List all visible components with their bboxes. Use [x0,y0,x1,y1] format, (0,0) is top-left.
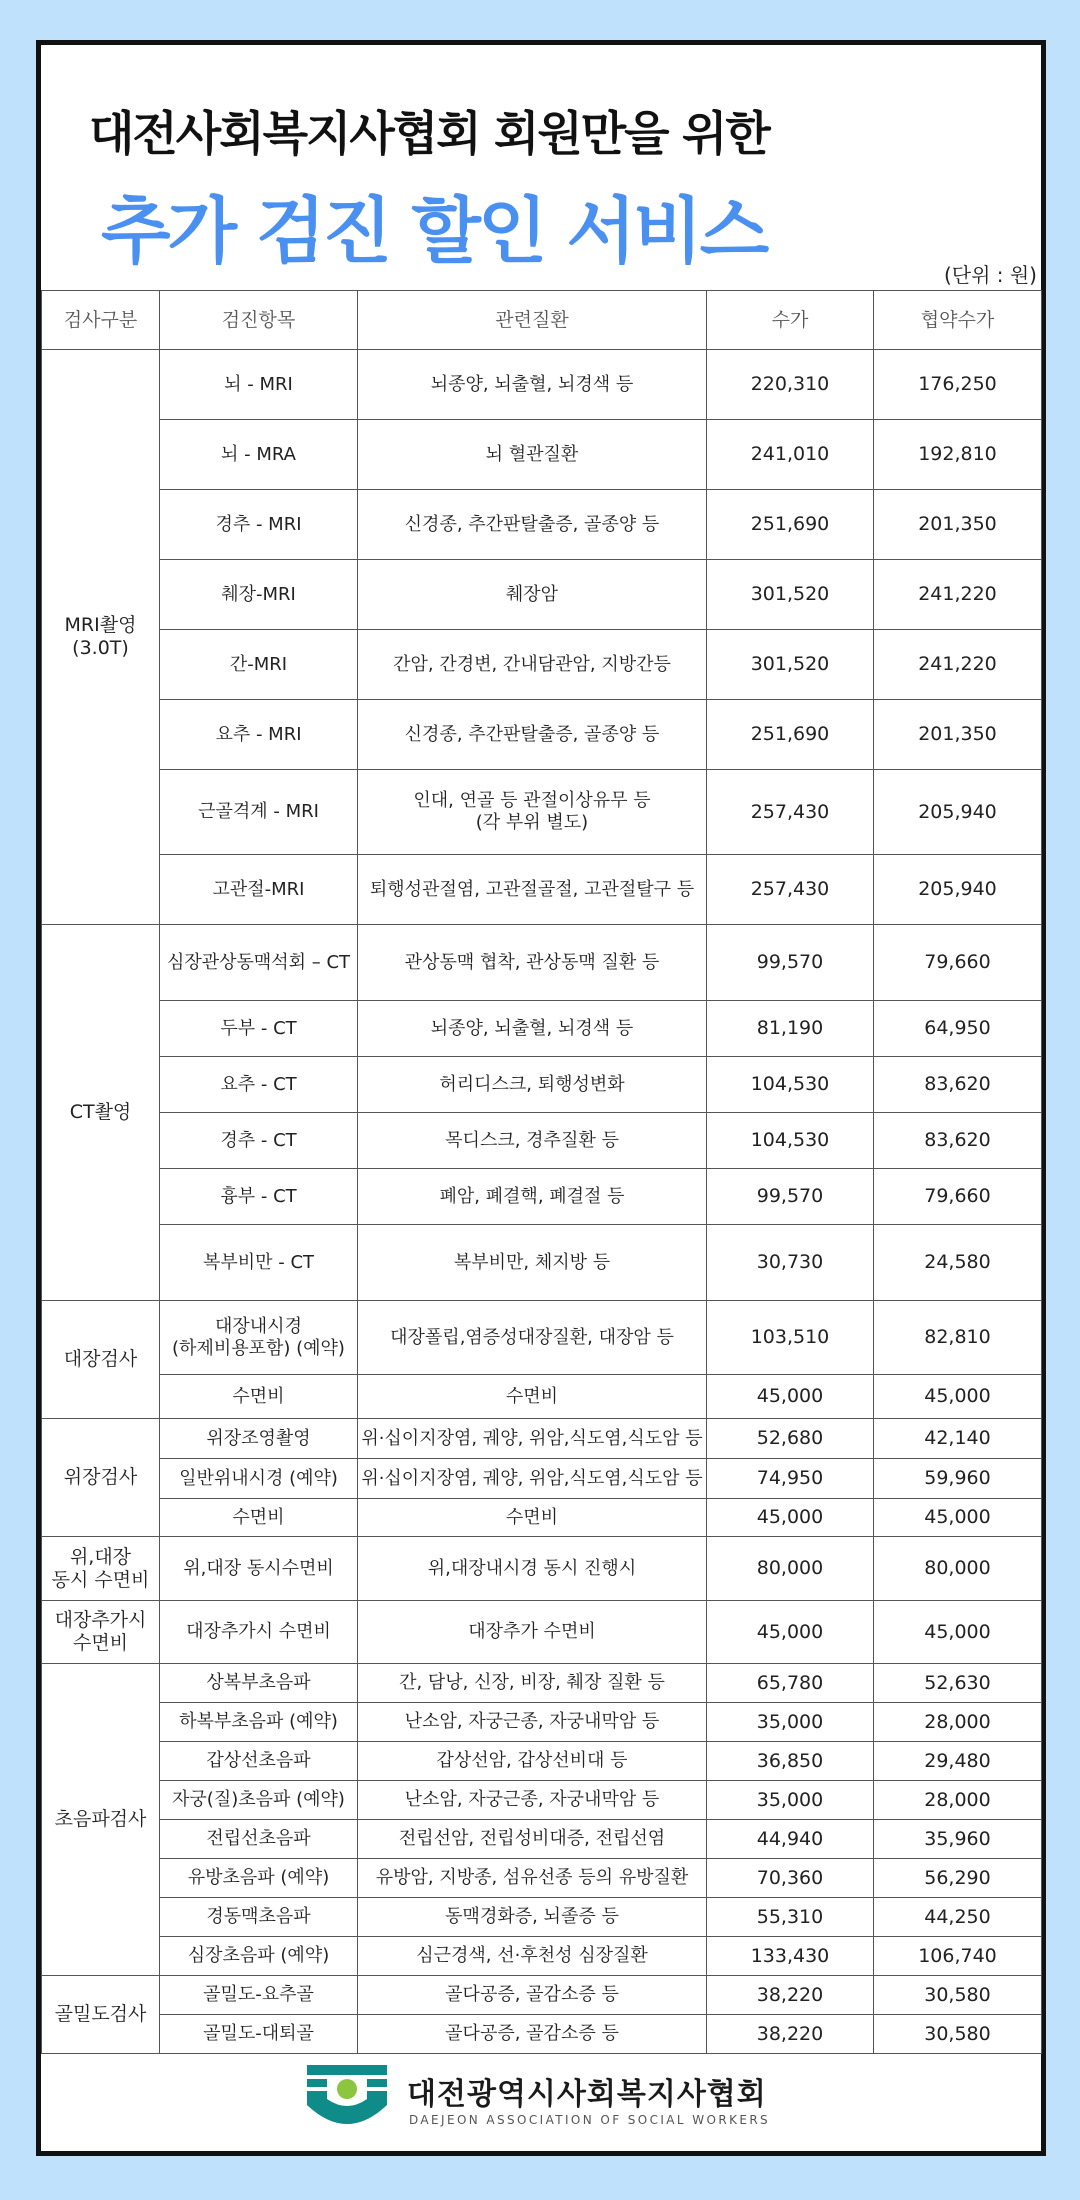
price-cell: 45,000 [707,1499,874,1537]
table-row [42,1601,1042,1664]
table-row [42,700,1042,770]
disease-cell: 뇌 혈관질환 [358,420,707,490]
table-row [42,1057,1042,1113]
disease-cell: 허리디스크, 퇴행성변화 [358,1057,707,1113]
price-cell: 55,310 [707,1898,874,1937]
price-cell: 251,690 [707,490,874,560]
item-cell: 위장조영촬영 [160,1419,358,1459]
disease-cell: 유방암, 지방종, 섬유선종 등의 유방질환 [358,1859,707,1898]
price-cell: 45,000 [707,1375,874,1419]
disease-cell: 심근경색, 선·후천성 심장질환 [358,1937,707,1976]
item-cell: 대장내시경 (하제비용포함) (예약) [160,1301,358,1375]
item-cell: 췌장-MRI [160,560,358,630]
discount-price-cell: 205,940 [874,855,1042,925]
item-cell: 흉부 - CT [160,1169,358,1225]
price-cell: 52,680 [707,1419,874,1459]
item-cell: 고관절-MRI [160,855,358,925]
table-row [42,420,1042,490]
discount-price-cell: 45,000 [874,1499,1042,1537]
price-cell: 133,430 [707,1937,874,1976]
discount-price-cell: 83,620 [874,1057,1042,1113]
header-item: 검진항목 [160,291,358,350]
price-cell: 257,430 [707,855,874,925]
org-name-korean: 대전광역시사회복지사협회 [407,2077,767,2112]
discount-price-cell: 44,250 [874,1898,1042,1937]
discount-price-cell: 56,290 [874,1859,1042,1898]
title-line-2: 추가 검진 할인 서비스 [101,189,767,273]
disease-cell: 갑상선암, 갑상선비대 등 [358,1742,707,1781]
item-cell: 일반위내시경 (예약) [160,1459,358,1499]
table-row [42,1419,1042,1459]
disease-cell: 대장추가 수면비 [358,1601,707,1664]
discount-price-cell: 45,000 [874,1375,1042,1419]
header-discount: 협약수가 [874,291,1042,350]
discount-price-cell: 192,810 [874,420,1042,490]
price-cell: 301,520 [707,630,874,700]
discount-price-cell: 42,140 [874,1419,1042,1459]
table-row [42,1169,1042,1225]
table-row [42,350,1042,420]
disease-cell: 관상동맥 협착, 관상동맥 질환 등 [358,925,707,1001]
discount-price-cell: 79,660 [874,925,1042,1001]
title-line-1: 대전사회복지사협회 회원만을 위한 [89,107,769,162]
item-cell: 경추 - MRI [160,490,358,560]
disease-cell: 신경종, 추간판탈출증, 골종양 등 [358,490,707,560]
item-cell: 간-MRI [160,630,358,700]
item-cell: 뇌 - MRI [160,350,358,420]
discount-price-cell: 30,580 [874,1976,1042,2015]
price-cell: 44,940 [707,1820,874,1859]
discount-price-cell: 80,000 [874,1537,1042,1601]
association-logo [299,2065,779,2135]
table-row [42,560,1042,630]
price-cell: 103,510 [707,1301,874,1375]
discount-price-cell: 24,580 [874,1225,1042,1301]
disease-cell: 뇌종양, 뇌출혈, 뇌경색 등 [358,1001,707,1057]
discount-price-cell: 241,220 [874,630,1042,700]
price-cell: 99,570 [707,925,874,1001]
table-row [42,1703,1042,1742]
price-cell: 81,190 [707,1001,874,1057]
item-cell: 위,대장 동시수면비 [160,1537,358,1601]
disease-cell: 퇴행성관절염, 고관절골절, 고관절탈구 등 [358,855,707,925]
category-cell: CT촬영 [42,925,160,1301]
table-row [42,1898,1042,1937]
table-row [42,1664,1042,1703]
table-row [42,630,1042,700]
disease-cell: 골다공증, 골감소증 등 [358,2015,707,2054]
discount-price-cell: 176,250 [874,350,1042,420]
category-cell: 위장검사 [42,1419,160,1537]
price-cell: 36,850 [707,1742,874,1781]
header-category: 검사구분 [42,291,160,350]
disease-cell: 수면비 [358,1375,707,1419]
table-row [42,1537,1042,1601]
price-cell: 30,730 [707,1225,874,1301]
item-cell: 심장초음파 (예약) [160,1937,358,1976]
item-cell: 전립선초음파 [160,1820,358,1859]
disease-cell: 위·십이지장염, 궤양, 위암,식도염,식도암 등 [358,1419,707,1459]
table-row [42,1742,1042,1781]
item-cell: 대장추가시 수면비 [160,1601,358,1664]
item-cell: 수면비 [160,1499,358,1537]
discount-price-cell: 59,960 [874,1459,1042,1499]
table-row [42,2015,1042,2054]
discount-price-cell: 45,000 [874,1601,1042,1664]
item-cell: 경추 - CT [160,1113,358,1169]
price-cell: 45,000 [707,1601,874,1664]
item-cell: 두부 - CT [160,1001,358,1057]
discount-price-cell: 201,350 [874,490,1042,560]
price-cell: 257,430 [707,770,874,855]
table-row [42,1781,1042,1820]
table-body [42,350,1042,2054]
table-row [42,770,1042,855]
price-cell: 99,570 [707,1169,874,1225]
category-cell: 골밀도검사 [42,1976,160,2054]
disease-cell: 신경종, 추간판탈출증, 골종양 등 [358,700,707,770]
category-cell: 대장검사 [42,1301,160,1419]
price-cell: 241,010 [707,420,874,490]
disease-cell: 복부비만, 체지방 등 [358,1225,707,1301]
disease-cell: 전립선암, 전립성비대증, 전립선염 [358,1820,707,1859]
price-cell: 80,000 [707,1537,874,1601]
discount-price-cell: 82,810 [874,1301,1042,1375]
disease-cell: 목디스크, 경추질환 등 [358,1113,707,1169]
discount-price-cell: 201,350 [874,700,1042,770]
disease-cell: 위,대장내시경 동시 진행시 [358,1537,707,1601]
table-row [42,855,1042,925]
price-cell: 38,220 [707,1976,874,2015]
disease-cell: 대장폴립,염증성대장질환, 대장암 등 [358,1301,707,1375]
price-cell: 70,360 [707,1859,874,1898]
discount-price-cell: 241,220 [874,560,1042,630]
item-cell: 요추 - MRI [160,700,358,770]
discount-price-cell: 64,950 [874,1001,1042,1057]
disease-cell: 골다공증, 골감소증 등 [358,1976,707,2015]
discount-price-cell: 28,000 [874,1703,1042,1742]
discount-price-cell: 29,480 [874,1742,1042,1781]
item-cell: 경동맥초음파 [160,1898,358,1937]
price-cell: 74,950 [707,1459,874,1499]
discount-price-cell: 30,580 [874,2015,1042,2054]
price-cell: 38,220 [707,2015,874,2054]
org-name-english: DAEJEON ASSOCIATION OF SOCIAL WORKERS [409,2113,771,2127]
table-row [42,1459,1042,1499]
disease-cell: 간, 담낭, 신장, 비장, 췌장 질환 등 [358,1664,707,1703]
item-cell: 근골격계 - MRI [160,770,358,855]
price-table [41,290,1042,2054]
header-price: 수가 [707,291,874,350]
item-cell: 심장관상동맥석회 – CT [160,925,358,1001]
discount-price-cell: 205,940 [874,770,1042,855]
disease-cell: 뇌종양, 뇌출혈, 뇌경색 등 [358,350,707,420]
table-row [42,1375,1042,1419]
discount-price-cell: 52,630 [874,1664,1042,1703]
discount-price-cell: 79,660 [874,1169,1042,1225]
item-cell: 수면비 [160,1375,358,1419]
table-row [42,1001,1042,1057]
discount-price-cell: 106,740 [874,1937,1042,1976]
item-cell: 뇌 - MRA [160,420,358,490]
price-cell: 220,310 [707,350,874,420]
item-cell: 골밀도-요추골 [160,1976,358,2015]
category-cell: 대장추가시 수면비 [42,1601,160,1664]
item-cell: 요추 - CT [160,1057,358,1113]
table-row [42,1937,1042,1976]
disease-cell: 췌장암 [358,560,707,630]
price-cell: 251,690 [707,700,874,770]
item-cell: 유방초음파 (예약) [160,1859,358,1898]
price-cell: 301,520 [707,560,874,630]
association-logo-icon [299,2065,395,2131]
table-row [42,1976,1042,2015]
disease-cell: 폐암, 폐결핵, 폐결절 등 [358,1169,707,1225]
disease-cell: 난소암, 자궁근종, 자궁내막암 등 [358,1781,707,1820]
discount-price-cell: 28,000 [874,1781,1042,1820]
item-cell: 하복부초음파 (예약) [160,1703,358,1742]
price-cell: 35,000 [707,1781,874,1820]
item-cell: 복부비만 - CT [160,1225,358,1301]
flyer-card [36,40,1046,2156]
disease-cell: 난소암, 자궁근종, 자궁내막암 등 [358,1703,707,1742]
item-cell: 골밀도-대퇴골 [160,2015,358,2054]
discount-price-cell: 83,620 [874,1113,1042,1169]
item-cell: 갑상선초음파 [160,1742,358,1781]
header-disease: 관련질환 [358,291,707,350]
price-cell: 104,530 [707,1057,874,1113]
price-cell: 35,000 [707,1703,874,1742]
table-row [42,1859,1042,1898]
unit-note: (단위 : 원) [943,263,1037,287]
disease-cell: 동맥경화증, 뇌졸증 등 [358,1898,707,1937]
discount-price-cell: 35,960 [874,1820,1042,1859]
disease-cell: 위·십이지장염, 궤양, 위암,식도염,식도암 등 [358,1459,707,1499]
disease-cell: 수면비 [358,1499,707,1537]
table-row [42,1820,1042,1859]
item-cell: 자궁(질)초음파 (예약) [160,1781,358,1820]
category-cell: MRI촬영 (3.0T) [42,350,160,925]
category-cell: 위,대장 동시 수면비 [42,1537,160,1601]
price-cell: 65,780 [707,1664,874,1703]
table-row [42,1301,1042,1375]
table-row [42,1225,1042,1301]
table-row [42,1113,1042,1169]
item-cell: 상복부초음파 [160,1664,358,1703]
table-header-row [42,291,1042,350]
category-cell: 초음파검사 [42,1664,160,1976]
table-row [42,1499,1042,1537]
disease-cell: 간암, 간경변, 간내담관암, 지방간등 [358,630,707,700]
price-cell: 104,530 [707,1113,874,1169]
table-row [42,925,1042,1001]
disease-cell: 인대, 연골 등 관절이상유무 등 (각 부위 별도) [358,770,707,855]
table-row [42,490,1042,560]
